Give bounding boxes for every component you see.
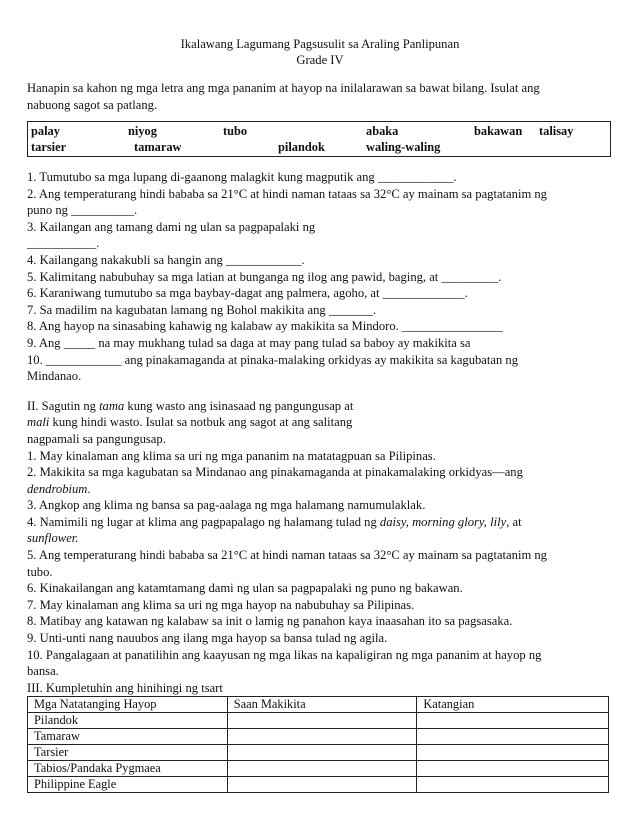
statement-item: 3. Angkop ang klima ng bansa sa pag-aalaga ng mga halamang namumulaklak. bbox=[27, 498, 426, 513]
question-item: 4. Kailangang nakakubli sa hangin ang ____________. bbox=[27, 252, 305, 267]
statement-item: 10. Pangalagaan at panatilihin ang kaayusan ng mga likas na kapaligiran ng mga pananim at hayop ng bbox=[27, 647, 542, 662]
statement-item bbox=[27, 514, 613, 531]
question-item: 10. ____________ ang pinakamaganda at pinaka-malaking orkidyas ay makikita sa kagubatan ng bbox=[27, 352, 519, 367]
column-header: Saan Makikita bbox=[227, 696, 417, 712]
answer-cell[interactable] bbox=[227, 760, 417, 776]
part3-heading: III. Kumpletuhin ang hinihingi ng tsart bbox=[27, 680, 223, 695]
statement-item: tubo. bbox=[27, 564, 53, 579]
question-item: 6. Karaniwang tumutubo sa mga baybay-dagat ang palmera, agoho, at _____________. bbox=[27, 286, 468, 301]
answer-cell[interactable] bbox=[227, 744, 417, 760]
statement-text: . bbox=[87, 481, 91, 496]
question-item: 1. Tumutubo sa mga lupang di-gaanong malagkit kung magputik ang ____________. bbox=[27, 170, 457, 184]
question-item: Mindanao. bbox=[27, 369, 82, 384]
tama-word: tama bbox=[99, 398, 125, 413]
word-box-word: palay bbox=[31, 124, 60, 138]
flower-names: daisy, morning glory, lily bbox=[379, 514, 507, 529]
heading-text: kung wasto ang isinasaad ng pangungusap at bbox=[124, 398, 354, 413]
question-item: ___________. bbox=[27, 236, 100, 251]
word-box-word: waling-waling bbox=[366, 140, 441, 154]
part2-heading: nagpamali sa pangungusap. bbox=[27, 431, 166, 446]
statement-item: 1. May kinalaman ang klima sa uri ng mga pananim na matatagpuan sa Pilipinas. bbox=[27, 448, 436, 463]
table-header-row bbox=[28, 696, 609, 712]
chart-table bbox=[27, 696, 609, 793]
answer-cell[interactable] bbox=[417, 776, 609, 792]
answer-cell[interactable] bbox=[417, 712, 609, 728]
statement-item: 9. Unti-unti nang nauubos ang ilang mga hayop sa bansa tulad ng agila. bbox=[27, 631, 388, 646]
table-row bbox=[28, 728, 609, 744]
word-box-word: bakawan bbox=[474, 124, 523, 138]
answer-cell[interactable] bbox=[227, 712, 417, 728]
question-item: 2. Ang temperaturang hindi bababa sa 21°C at hindi naman tataas sa 32°C ay mainam sa pagtatanim ng bbox=[27, 186, 547, 201]
question-item: 3. Kailangan ang tamang dami ng ulan sa pagpapalaki ng bbox=[27, 219, 316, 234]
table-row bbox=[28, 776, 609, 792]
statement-item: 7. May kinalaman ang klima sa uri ng mga hayop na nabubuhay sa Pilipinas. bbox=[27, 597, 415, 612]
question-item: 8. Ang hayop na sinasabing kahawig ng kalabaw ay makikita sa Mindoro. ________________ bbox=[27, 319, 503, 334]
worksheet-page bbox=[27, 36, 613, 793]
answer-cell[interactable] bbox=[227, 776, 417, 792]
statement-item: 2. Makikita sa mga kagubatan sa Mindanao ang pinakamaganda at pinakamalaking orkidyas—ang bbox=[27, 465, 523, 480]
statement-text: , at bbox=[506, 514, 522, 529]
answer-cell[interactable] bbox=[227, 728, 417, 744]
statement-item: 8. Matibay ang katawan ng kalabaw sa init o lamig ng panahon kaya inaasahan ito sa pagsasaka. bbox=[27, 614, 513, 629]
word-box-word: tamaraw bbox=[134, 140, 182, 154]
instructions-line: nabuong sagot sa patlang. bbox=[27, 98, 158, 112]
answer-cell[interactable] bbox=[417, 744, 609, 760]
question-item: 9. Ang _____ na may mukhang tulad sa daga at may pang tulad sa baboy ay makikita sa bbox=[27, 335, 471, 350]
word-box-word: pilandok bbox=[278, 140, 325, 154]
instructions-line: Hanapin sa kahon ng mga letra ang mga pananim at hayop na inilalarawan sa bawat bilang. Isulat ang bbox=[27, 81, 540, 95]
animal-cell: Tamaraw bbox=[28, 728, 228, 744]
answer-cell[interactable] bbox=[417, 728, 609, 744]
statement-item: 5. Ang temperaturang hindi bababa sa 21°C at hindi naman tataas sa 32°C ay mainam sa pagtatanim ng bbox=[27, 548, 547, 563]
statement-item bbox=[27, 530, 613, 547]
animal-cell: Tabios/Pandaka Pygmaea bbox=[28, 760, 228, 776]
heading-text: II. Sagutin ng bbox=[27, 398, 100, 413]
statement-item: bansa. bbox=[27, 664, 59, 679]
part1-items bbox=[27, 169, 613, 385]
worksheet-title: Ikalawang Lagumang Pagsusulit sa Araling Panlipunan bbox=[180, 37, 460, 51]
column-header: Katangian bbox=[417, 696, 609, 712]
mali-word: mali bbox=[27, 415, 50, 430]
animal-cell: Philippine Eagle bbox=[28, 776, 228, 792]
part2-section bbox=[27, 398, 613, 680]
table-row bbox=[28, 712, 609, 728]
word-box-word: niyog bbox=[128, 124, 157, 138]
question-item: 7. Sa madilim na kagubatan lamang ng Bohol makikita ang _______. bbox=[27, 302, 377, 317]
heading-text: kung hindi wasto. Isulat sa notbuk ang sagot at ang salitang bbox=[49, 415, 353, 430]
part2-heading bbox=[27, 398, 613, 415]
word-box-word: abaka bbox=[366, 124, 399, 138]
statement-text: 4. Namimili ng lugar at klima ang pagpapalago ng halamang tulad ng bbox=[27, 514, 380, 529]
word-box bbox=[27, 121, 611, 157]
part1-instructions bbox=[27, 80, 613, 114]
statement-item bbox=[27, 481, 613, 498]
question-item: 5. Kalimitang nabubuhay sa mga latian at bunganga ng ilog ang pawid, baging, at _________. bbox=[27, 269, 502, 284]
part2-heading bbox=[27, 414, 613, 431]
table-row bbox=[28, 744, 609, 760]
word-box-word: tubo bbox=[223, 124, 248, 138]
grade-level: Grade IV bbox=[296, 53, 344, 67]
word-box-word: tarsier bbox=[31, 140, 67, 154]
animal-cell: Pilandok bbox=[28, 712, 228, 728]
animal-cell: Tarsier bbox=[28, 744, 228, 760]
dendrobium-term: dendrobium bbox=[27, 481, 88, 496]
question-item: puno ng __________. bbox=[27, 203, 138, 218]
sunflower-term: sunflower. bbox=[27, 531, 79, 546]
statement-item: 6. Kinakailangan ang katamtamang dami ng ulan sa pagpapalaki ng puno ng bakawan. bbox=[27, 581, 463, 596]
word-box-word: talisay bbox=[539, 124, 574, 138]
column-header: Mga Natatanging Hayop bbox=[28, 696, 228, 712]
table-row bbox=[28, 760, 609, 776]
answer-cell[interactable] bbox=[417, 760, 609, 776]
